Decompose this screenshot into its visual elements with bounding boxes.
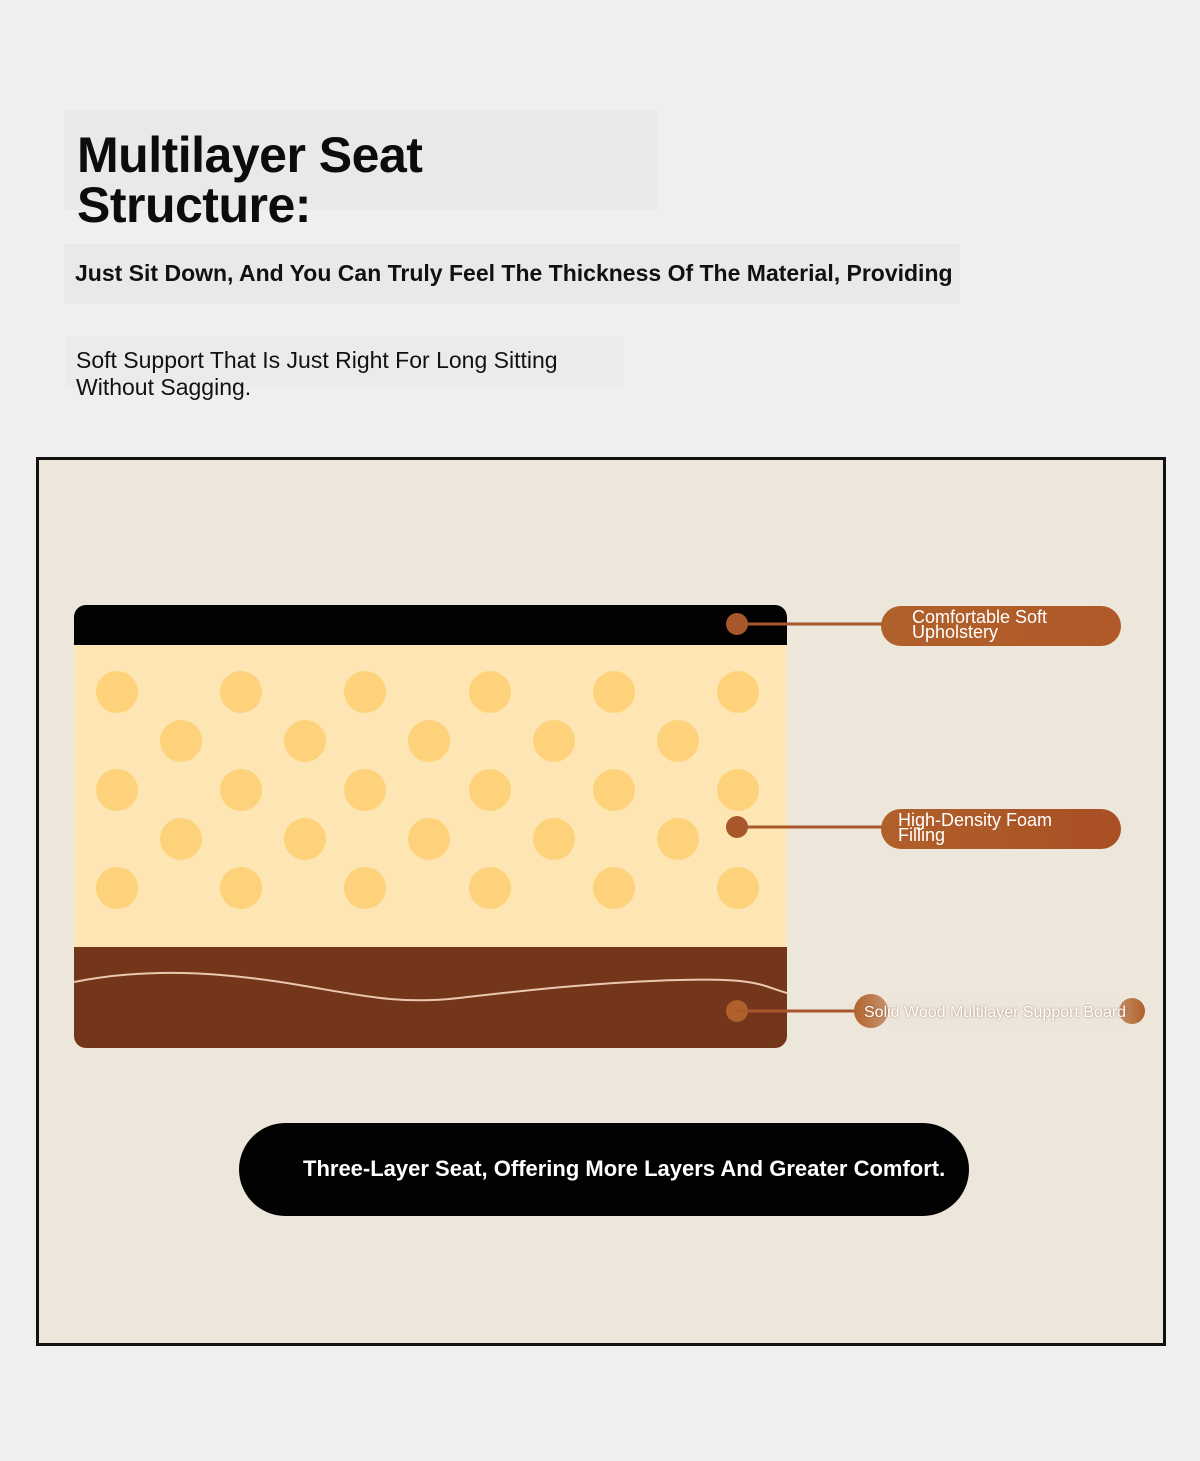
foam-dot	[96, 769, 138, 811]
seat-diagram-panel	[36, 457, 1166, 1346]
foam-dot	[469, 769, 511, 811]
subtitle-line-2: Soft Support That Is Just Right For Long Sitting Without Sagging.	[66, 336, 624, 388]
wood-board-label: Solid Wood Multilayer Support Board	[851, 994, 1145, 1030]
foam-dot	[284, 720, 326, 762]
foam-dot	[344, 769, 386, 811]
foam-dot	[220, 769, 262, 811]
foam-layer	[74, 645, 787, 947]
foam-dot	[593, 867, 635, 909]
foam-dot	[344, 671, 386, 713]
foam-label-line-2: Filling	[898, 825, 946, 845]
foam-dot	[593, 769, 635, 811]
page-title: Multilayer Seat Structure:	[64, 110, 658, 210]
foam-dot	[344, 867, 386, 909]
foam-dot	[533, 720, 575, 762]
foam-dot	[160, 818, 202, 860]
foam-dot	[160, 720, 202, 762]
subtitle-line-1: Just Sit Down, And You Can Truly Feel The Thickness Of The Material, Providing	[64, 244, 960, 304]
foam-dot	[408, 720, 450, 762]
foam-dot	[533, 818, 575, 860]
upholstery-label	[881, 606, 1121, 646]
foam-dot	[469, 671, 511, 713]
foam-label	[881, 809, 1121, 849]
foam-label-line-1: High-Density Foam	[898, 810, 1053, 830]
foam-dot	[657, 818, 699, 860]
foam-dot	[96, 867, 138, 909]
foam-dot	[717, 671, 759, 713]
foam-dot	[408, 818, 450, 860]
foam-dot	[657, 720, 699, 762]
foam-dot	[220, 671, 262, 713]
foam-dot	[717, 769, 759, 811]
foam-dot	[593, 671, 635, 713]
caption-pill: Three-Layer Seat, Offering More Layers And Greater Comfort.	[239, 1123, 969, 1216]
upholstery-label-line-2: Upholstery	[912, 622, 999, 642]
foam-dot	[469, 867, 511, 909]
foam-dot	[717, 867, 759, 909]
foam-dot	[220, 867, 262, 909]
foam-dot	[284, 818, 326, 860]
upholstery-layer	[74, 605, 787, 645]
wood-board-layer	[74, 947, 787, 1048]
upholstery-label-line-1: Comfortable Soft	[912, 607, 1048, 627]
foam-dot	[96, 671, 138, 713]
